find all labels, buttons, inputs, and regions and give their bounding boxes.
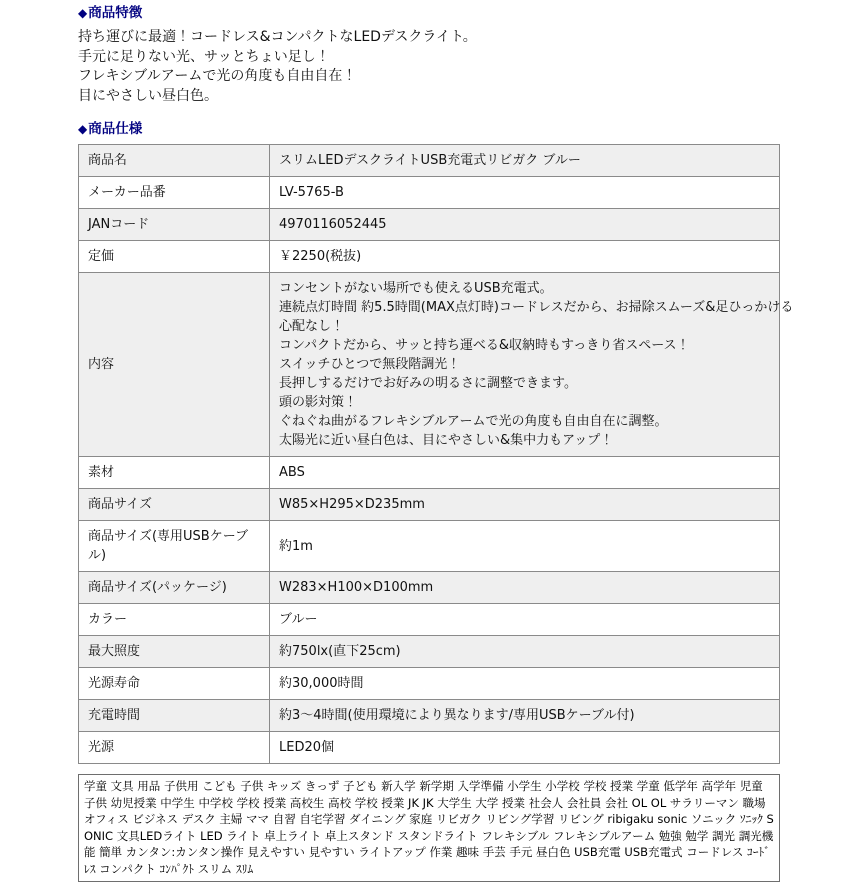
spec-key: 最大照度: [79, 636, 270, 668]
spec-key: カラー: [79, 604, 270, 636]
spec-value: [270, 241, 780, 273]
spec-key: 素材: [79, 457, 270, 489]
value-line: 約30,000時間: [279, 676, 364, 691]
value-line: ぐねぐね曲がるフレキシブルアームで光の角度も自由自在に調整。: [279, 414, 668, 429]
value-line: スリムLEDデスクライトUSB充電式リビガク ブルー: [279, 153, 581, 168]
value-line: 4970116052445: [279, 217, 387, 232]
spec-heading-label: 商品仕様: [88, 121, 143, 137]
spec-value: [270, 668, 780, 700]
spec-value: [270, 177, 780, 209]
spec-value: [270, 209, 780, 241]
value-line: 長押しするだけでお好みの明るさに調整できます。: [279, 376, 577, 391]
value-line: コンパクトだから、サッと持ち運べる&収納時もすっきり省スペース！: [279, 338, 690, 353]
spec-key: JANコード: [79, 209, 270, 241]
value-line: LV-5765-B: [279, 185, 344, 200]
value-line: 約3〜4時間(使用環境により異なります/専用USBケーブル付): [279, 708, 635, 723]
features-heading: [78, 4, 780, 22]
table-row: [79, 177, 780, 209]
table-row: [79, 636, 780, 668]
value-line: 連続点灯時間 約5.5時間(MAX点灯時)コードレスだから、お掃除スムーズ&足ひっかける: [279, 300, 794, 315]
features-text: [78, 28, 780, 106]
spec-table: [78, 144, 794, 764]
spec-value: [270, 457, 780, 489]
diamond-bullet-icon: ◆: [78, 122, 88, 136]
spec-key: 商品サイズ(パッケージ): [79, 572, 270, 604]
spec-value: [270, 604, 780, 636]
feature-line: 目にやさしい昼白色。: [78, 87, 218, 104]
spec-key: 充電時間: [79, 700, 270, 732]
table-row: [79, 604, 780, 636]
spec-key: 光源: [79, 732, 270, 764]
value-line: コンセントがない場所でも使えるUSB充電式。: [279, 281, 553, 296]
spec-value: [270, 521, 780, 572]
value-line: W85×H295×D235mm: [279, 497, 425, 512]
value-line: 太陽光に近い昼白色は、目にやさしい&集中力もアップ！: [279, 433, 614, 448]
table-row: [79, 668, 780, 700]
feature-line: 手元に足りない光、サッとちょい足し！: [78, 48, 330, 65]
features-heading-label: 商品特徴: [88, 5, 143, 21]
keyword-tag-box: 学童 文具 用品 子供用 こども 子供 キッズ きっず 子ども 新入学 新学期 入学準備 小学生 小学校 学校 授業 学童 低学年 高学年 児童 子供 幼児授業 中学生 中学校 学校 授業 高校生 高校 学校 授業 JK JK 大学生 大学 授業 社会人 会社員 会社 OL OL サラリーマン 職場 オフィス ビジネス デスク 主婦 ママ 自習 自宅学習 ダイニング 家庭 リビガク リビング学習 リビング ribigaku sonic ソニック ｿﾆｯｸ SONIC 文具LEDライト LED ライト 卓上ライト 卓上スタンド スタンドライト フレキシブル フレキシブルアーム 勉強 勉学 調光 調光機能 簡単 カンタン:カンタン操作 見えやすい 見やすい ライトアップ 作業 趣味 手芸 手元 昼白色 USB充電 USB充電式 コードレス ｺｰﾄﾞﾚｽ コンパクト ｺﾝﾊﾟｸﾄ スリム ｽﾘﾑ: [78, 774, 780, 882]
table-row: [79, 209, 780, 241]
table-row: [79, 489, 780, 521]
table-row: [79, 241, 780, 273]
value-line: ブルー: [279, 612, 318, 627]
value-line: ￥2250(税抜): [279, 249, 362, 264]
spec-value: [270, 489, 780, 521]
feature-line: 持ち運びに最適！コードレス&コンパクトなLEDデスクライト。: [78, 29, 477, 45]
spec-key: 商品サイズ: [79, 489, 270, 521]
spec-value: [270, 572, 780, 604]
spec-key: 商品サイズ(専用USBケーブル): [79, 521, 270, 572]
table-row: [79, 273, 780, 457]
spec-value: [270, 700, 780, 732]
feature-line: フレキシブルアームで光の角度も自由自在！: [78, 68, 357, 84]
spec-value: [270, 732, 780, 764]
spec-value: [270, 273, 794, 457]
value-line: W283×H100×D100mm: [279, 580, 434, 595]
value-line: 約1m: [279, 538, 313, 554]
table-row: [79, 457, 780, 489]
value-line: スイッチひとつで無段階調光！: [279, 357, 461, 372]
spec-heading: [78, 120, 780, 138]
table-row: [79, 732, 780, 764]
value-line: 約750lx(直下25cm): [279, 644, 401, 659]
value-line: LED20個: [279, 740, 335, 755]
table-row: [79, 572, 780, 604]
spec-key: 商品名: [79, 145, 270, 177]
spec-value: [270, 145, 780, 177]
value-line: 頭の影対策！: [279, 395, 358, 410]
diamond-bullet-icon: ◆: [78, 6, 88, 20]
spec-key: 光源寿命: [79, 668, 270, 700]
table-row: [79, 145, 780, 177]
spec-key: メーカー品番: [79, 177, 270, 209]
spec-key: 定価: [79, 241, 270, 273]
value-line: 心配なし！: [279, 319, 345, 334]
spec-key: 内容: [79, 273, 270, 457]
spec-value: [270, 636, 780, 668]
table-row: [79, 521, 780, 572]
table-row: [79, 700, 780, 732]
value-line: ABS: [279, 465, 305, 480]
